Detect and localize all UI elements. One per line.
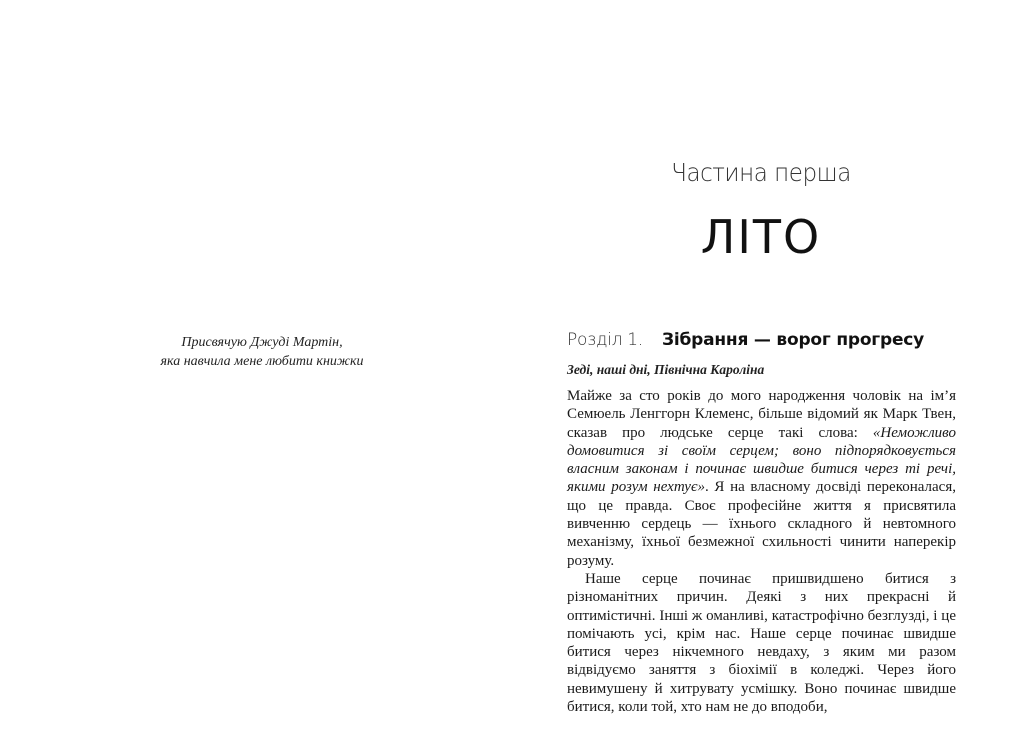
dedication — [100, 333, 424, 371]
body-text — [567, 387, 956, 716]
paragraph-2: Наше серце починає пришвидшено битися з різноманітних причин. Деякі з них прекрасні й оптимістичні. Інші ж оманливі, катастрофічно безглузді, і це помічають усі, крім нас. Наше серце починає швидше битися через нікчемного невдаху, з яким ми разом відвідуємо заняття з біохімії в коледжі. Через його невимушену й хитрувату усмішку. Воно починає швидше битися, коли той, хто нам не до вподоби, — [567, 570, 956, 716]
dedication-line-1: Присвячую Джуді Мартін, — [181, 335, 343, 350]
chapter-subtitle: Зеді, наші дні, Північна Кароліна — [567, 362, 765, 377]
chapter-title: Зібрання — ворог прогресу — [661, 330, 925, 350]
part-label: Частина перша — [671, 158, 851, 187]
paragraph-1 — [567, 387, 956, 570]
dedication-line-2: яка навчила мене любити книжки — [160, 354, 364, 369]
chapter-heading — [567, 330, 967, 350]
twain-quote: «Неможливо домовитися зі своїм серцем; воно підпорядковується власним законам і починає швидше битися через ті речі, якими розум нехтує» — [567, 424, 956, 496]
chapter-number: Розділ 1. — [567, 330, 643, 350]
paragraph-1-start: Майже за сто років до мого народження чоловік на ім’я Семюель Ленггорн Клеменс, більше відомий як Марк Твен, сказав про людське серце такі слова: — [567, 388, 956, 441]
right-page — [524, 0, 1024, 746]
part-title: ЛІТО — [700, 210, 822, 264]
paragraph-1-end: . Я на власному досвіді переконалася, що це правда. Своє професійне життя я присвятила вивченню сердець — їхнього складного й невтомного механізму, їхньої безмежної схильності чинити наперекір розуму. — [567, 479, 956, 569]
